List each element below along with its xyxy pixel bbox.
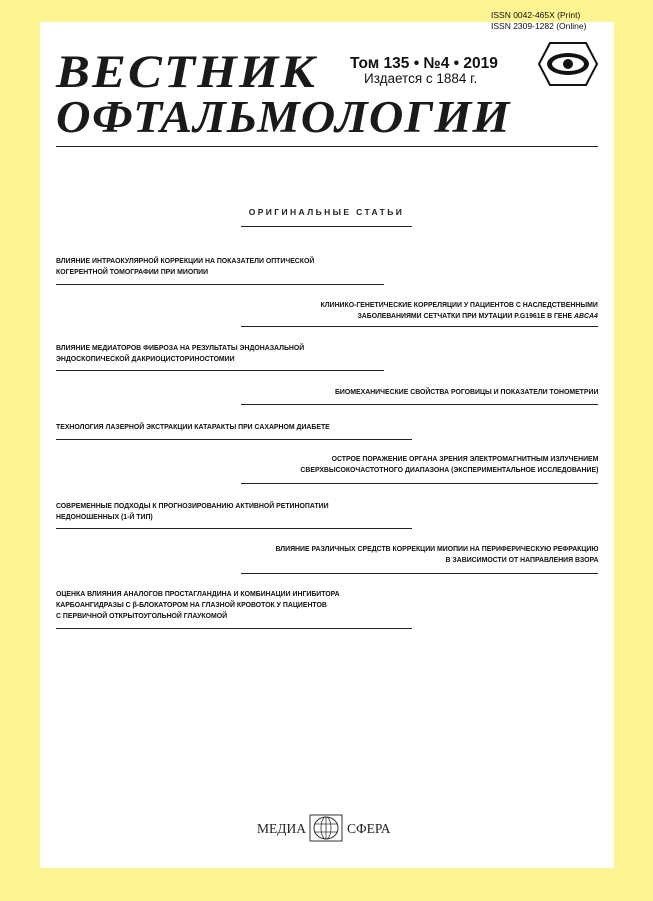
globe-icon (308, 814, 344, 842)
article-6-line-1: ОСТРОЕ ПОРАЖЕНИЕ ОРГАНА ЗРЕНИЯ ЭЛЕКТРОМАГНИТНЫМ ИЗЛУЧЕНИЕМ (331, 454, 598, 463)
publisher-right: СФЕРА (347, 821, 391, 836)
publisher-logo (257, 814, 397, 842)
article-3-line-2: ЭНДОСКОПИЧЕСКОЙ ДАКРИОЦИСТОРИНОСТОМИИ (56, 354, 235, 363)
article-9-line-2: КАРБОАНГИДРАЗЫ С β-БЛОКАТОРОМ НА ГЛАЗНОЙ КРОВОТОК У ПАЦИЕНТОВ (56, 600, 327, 609)
article-rule (241, 483, 598, 484)
article-8-line-1: ВЛИЯНИЕ РАЗЛИЧНЫХ СРЕДСТВ КОРРЕКЦИИ МИОПИИ НА ПЕРИФЕРИЧЕСКУЮ РЕФРАКЦИЮ (274, 544, 598, 553)
article-3-line-1: ВЛИЯНИЕ МЕДИАТОРОВ ФИБРОЗА НА РЕЗУЛЬТАТЫ ЭНДОНАЗАЛЬНОЙ (56, 343, 305, 352)
article-rule (241, 326, 598, 327)
article-rule (241, 404, 598, 405)
article-rule (56, 628, 412, 629)
article-9 (56, 588, 340, 621)
journal-title-line2: ОФТАЛЬМОЛОГИИ (56, 92, 511, 142)
article-3 (56, 342, 304, 364)
article-1-line-2: КОГЕРЕНТНОЙ ТОМОГРАФИИ ПРИ МИОПИИ (56, 267, 209, 276)
article-2 (321, 299, 598, 321)
article-7-line-2: НЕДОНОШЕННЫХ (1-Й ТИП) (56, 512, 153, 521)
issn-print: ISSN 0042-465X (Print) (491, 10, 581, 20)
cover-page (40, 22, 614, 868)
volume-number: Том 135 • №4 • 2019 (350, 55, 498, 72)
article-7-line-1: СОВРЕМЕННЫЕ ПОДХОДЫ К ПРОГНОЗИРОВАНИЮ АКТИВНОЙ РЕТИНОПАТИИ (56, 501, 329, 510)
journal-title-line1: ВЕСТНИК (56, 46, 318, 98)
article-rule (56, 284, 384, 285)
article-rule (241, 573, 598, 574)
article-4-line-1: БИОМЕХАНИЧЕСКИЕ СВОЙСТВА РОГОВИЦЫ И ПОКАЗАТЕЛИ ТОНОМЕТРИИ (334, 387, 598, 396)
eye-icon (538, 42, 598, 86)
article-2-line-1: КЛИНИКО-ГЕНЕТИЧЕСКИЕ КОРРЕЛЯЦИИ У ПАЦИЕНТОВ С НАСЛЕДСТВЕННЫМИ (320, 300, 598, 309)
article-9-line-1: ОЦЕНКА ВЛИЯНИЯ АНАЛОГОВ ПРОСТАГЛАНДИНА И КОМБИНАЦИИ ИНГИБИТОРА (56, 589, 340, 598)
article-9-line-3: С ПЕРВИЧНОЙ ОТКРЫТОУГОЛЬНОЙ ГЛАУКОМОЙ (56, 611, 228, 620)
article-7 (56, 500, 329, 522)
article-rule (56, 370, 384, 371)
section-title: ОРИГИНАЛЬНЫЕ СТАТЬИ (248, 207, 405, 217)
section-rule (241, 226, 412, 227)
article-rule (56, 528, 412, 529)
article-5-line-1: ТЕХНОЛОГИЯ ЛАЗЕРНОЙ ЭКСТРАКЦИИ КАТАРАКТЫ ПРИ САХАРНОМ ДИАБЕТЕ (56, 422, 330, 431)
article-8 (275, 543, 598, 565)
article-4 (335, 386, 598, 397)
since-year: Издается с 1884 г. (364, 71, 478, 86)
article-2-line-2: ЗАБОЛЕВАНИЯМИ СЕТЧАТКИ ПРИ МУТАЦИИ P.G1961E В ГЕНЕ ABCA4 (357, 311, 598, 320)
publisher-left: МЕДИА (257, 821, 306, 836)
article-1 (56, 255, 314, 277)
article-6-line-2: СВЕРХВЫСОКОЧАСТОТНОГО ДИАПАЗОНА (ЭКСПЕРИМЕНТАЛЬНОЕ ИССЛЕДОВАНИЕ) (300, 465, 598, 474)
article-6 (300, 453, 598, 475)
header-rule (56, 146, 598, 147)
article-1-line-1: ВЛИЯНИЕ ИНТРАОКУЛЯРНОЙ КОРРЕКЦИИ НА ПОКАЗАТЕЛИ ОПТИЧЕСКОЙ (56, 256, 315, 265)
article-rule (56, 439, 412, 440)
article-5 (56, 421, 330, 432)
article-8-line-2: В ЗАВИСИМОСТИ ОТ НАПРАВЛЕНИЯ ВЗОРА (445, 555, 598, 564)
issn-online: ISSN 2309-1282 (Online) (491, 21, 587, 31)
